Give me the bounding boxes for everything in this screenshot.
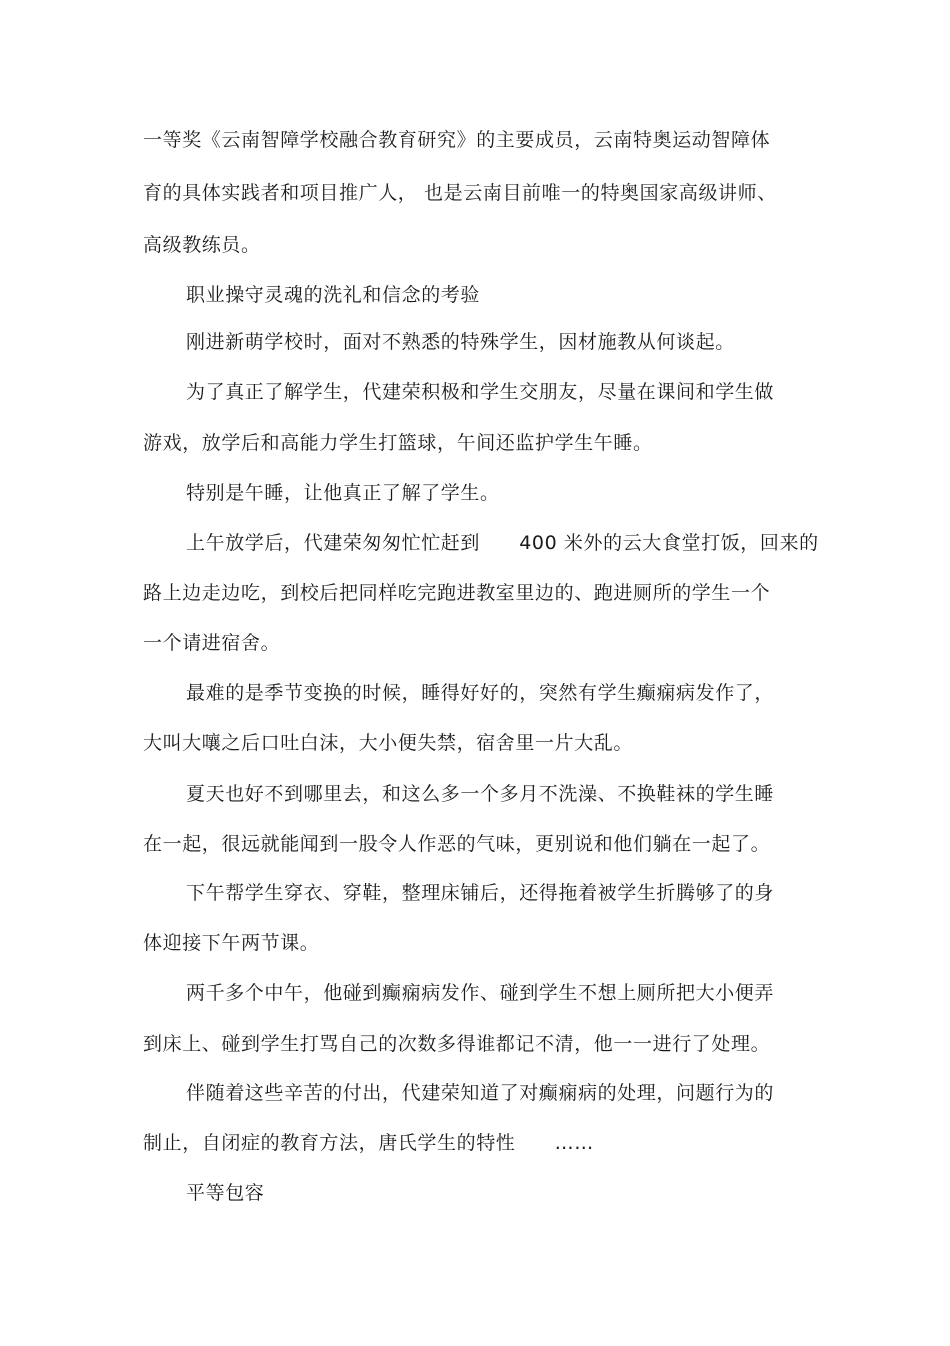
text-line: 刚进新萌学校时，面对不熟悉的特殊学生，因材施教从何谈起。 (186, 331, 735, 353)
text-line: 到床上、碰到学生打骂自己的次数多得谁都记不清，他一一进行了处理。 (143, 1033, 771, 1055)
text-line: 上午放学后，代建荣匆匆忙忙赶到 400 米外的云大食堂打饭，回来的 (186, 532, 819, 554)
text-line: 最难的是季节变换的时候，睡得好好的，突然有学生癫痫病发作了， (186, 682, 775, 704)
text-line: 伴随着这些辛苦的付出，代建荣知道了对癫痫病的处理，问题行为的 (186, 1082, 775, 1104)
text-line: 下午帮学生穿衣、穿鞋，整理床铺后，还得拖着被学生折腾够了的身 (186, 882, 775, 904)
text-line: 夏天也好不到哪里去，和这么多一个多月不洗澡、不换鞋袜的学生睡 (186, 783, 775, 805)
text-line: 制止，自闭症的教育方法，唐氏学生的特性 …… (143, 1132, 594, 1154)
text-line: 游戏，放学后和高能力学生打篮球，午间还监护学生午睡。 (143, 432, 653, 454)
text-line: 体迎接下午两节课。 (143, 932, 320, 954)
text-line: 高级教练员。 (143, 234, 261, 256)
text-line: 一个请进宿舍。 (143, 632, 281, 654)
text-line: 育的具体实践者和项目推广人， 也是云南目前唯一的特奥国家高级讲师、 (143, 182, 777, 204)
text-line: 路上边走边吃，到校后把同样吃完跑进教室里边的、跑进厕所的学生一个 (143, 582, 771, 604)
text-line: 在一起，很远就能闻到一股令人作恶的气味，更别说和他们躺在一起了。 (143, 833, 771, 855)
text-line: 大叫大嚷之后口吐白沫，大小便失禁，宿舍里一片大乱。 (143, 732, 634, 754)
text-line: 两千多个中午，他碰到癫痫病发作、碰到学生不想上厕所把大小便弄 (186, 982, 775, 1004)
section-heading: 平等包容 (186, 1182, 265, 1204)
text-line: 为了真正了解学生，代建荣积极和学生交朋友，尽量在课间和学生做 (186, 381, 775, 403)
section-heading: 职业操守灵魂的洗礼和信念的考验 (186, 284, 481, 306)
text-line: 一等奖《云南智障学校融合教育研究》的主要成员，云南特奥运动智障体 (143, 129, 771, 151)
text-line: 特别是午睡，让他真正了解了学生。 (186, 482, 500, 504)
